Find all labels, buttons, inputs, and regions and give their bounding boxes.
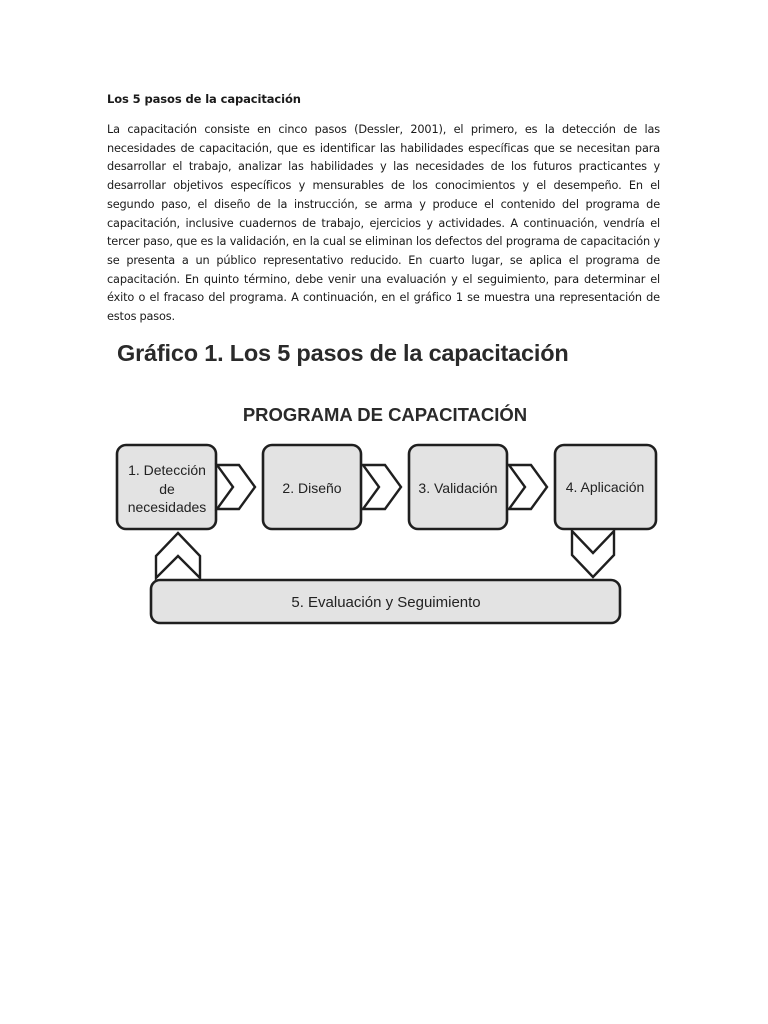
step-label-5: 5. Evaluación y Seguimiento <box>291 594 481 611</box>
chevron-right-icon <box>363 465 401 509</box>
step-label-2: 2. Diseño <box>282 480 342 496</box>
step-box-1 <box>117 445 216 529</box>
step-label-4: 4. Aplicación <box>565 479 645 495</box>
diagram-title: PROGRAMA DE CAPACITACIÓN <box>242 404 528 425</box>
step-box-2 <box>263 445 361 529</box>
step-box-4 <box>555 445 656 529</box>
body-paragraph: La capacitación consiste en cinco pasos (Dessler, 2001), el primero, es la detección de las necesidades de capacitación, que es identificar las habilidades específicas que se necesitan para desarrollar el trabajo, analizar las habilidades y las necesidades de los futuros practicantes y desarrollar objetivos específicos y mensurables de los conocimientos y el desempeño. En el segundo paso, el diseño de la instrucción, se arma y produce el contenido del programa de capacitación, inclusive cuadernos de trabajo, ejercicios y actividades. A continuación, vendría el tercer paso, que es la validación, en la cual se eliminan los defectos del programa de capacitación y se presenta a un público representativo reducido. En cuarto lugar, se aplica el programa de capacitación. En quinto término, debe venir una evaluación y el seguimiento, para determinar el éxito o el fracaso del programa. A continuación, en el gráfico 1 se muestra una representación de estos pasos. <box>107 123 660 324</box>
step-label-1-line-1: 1. Detección <box>128 462 206 478</box>
figure-title: Gráfico 1. Los 5 pasos de la capacitación <box>117 340 569 366</box>
step-box-5 <box>151 580 620 623</box>
step-label-1-line-3: necesidades <box>127 499 207 515</box>
step-label-3: 3. Validación <box>418 480 498 496</box>
chevron-right-icon <box>509 465 547 509</box>
step-label-1-line-2: de <box>159 481 175 497</box>
section-heading: Los 5 pasos de la capacitación <box>107 92 301 106</box>
step-box-3 <box>409 445 507 529</box>
chevron-up-icon <box>156 533 200 578</box>
chevron-right-icon <box>217 465 255 509</box>
chevron-down-icon <box>572 531 614 577</box>
